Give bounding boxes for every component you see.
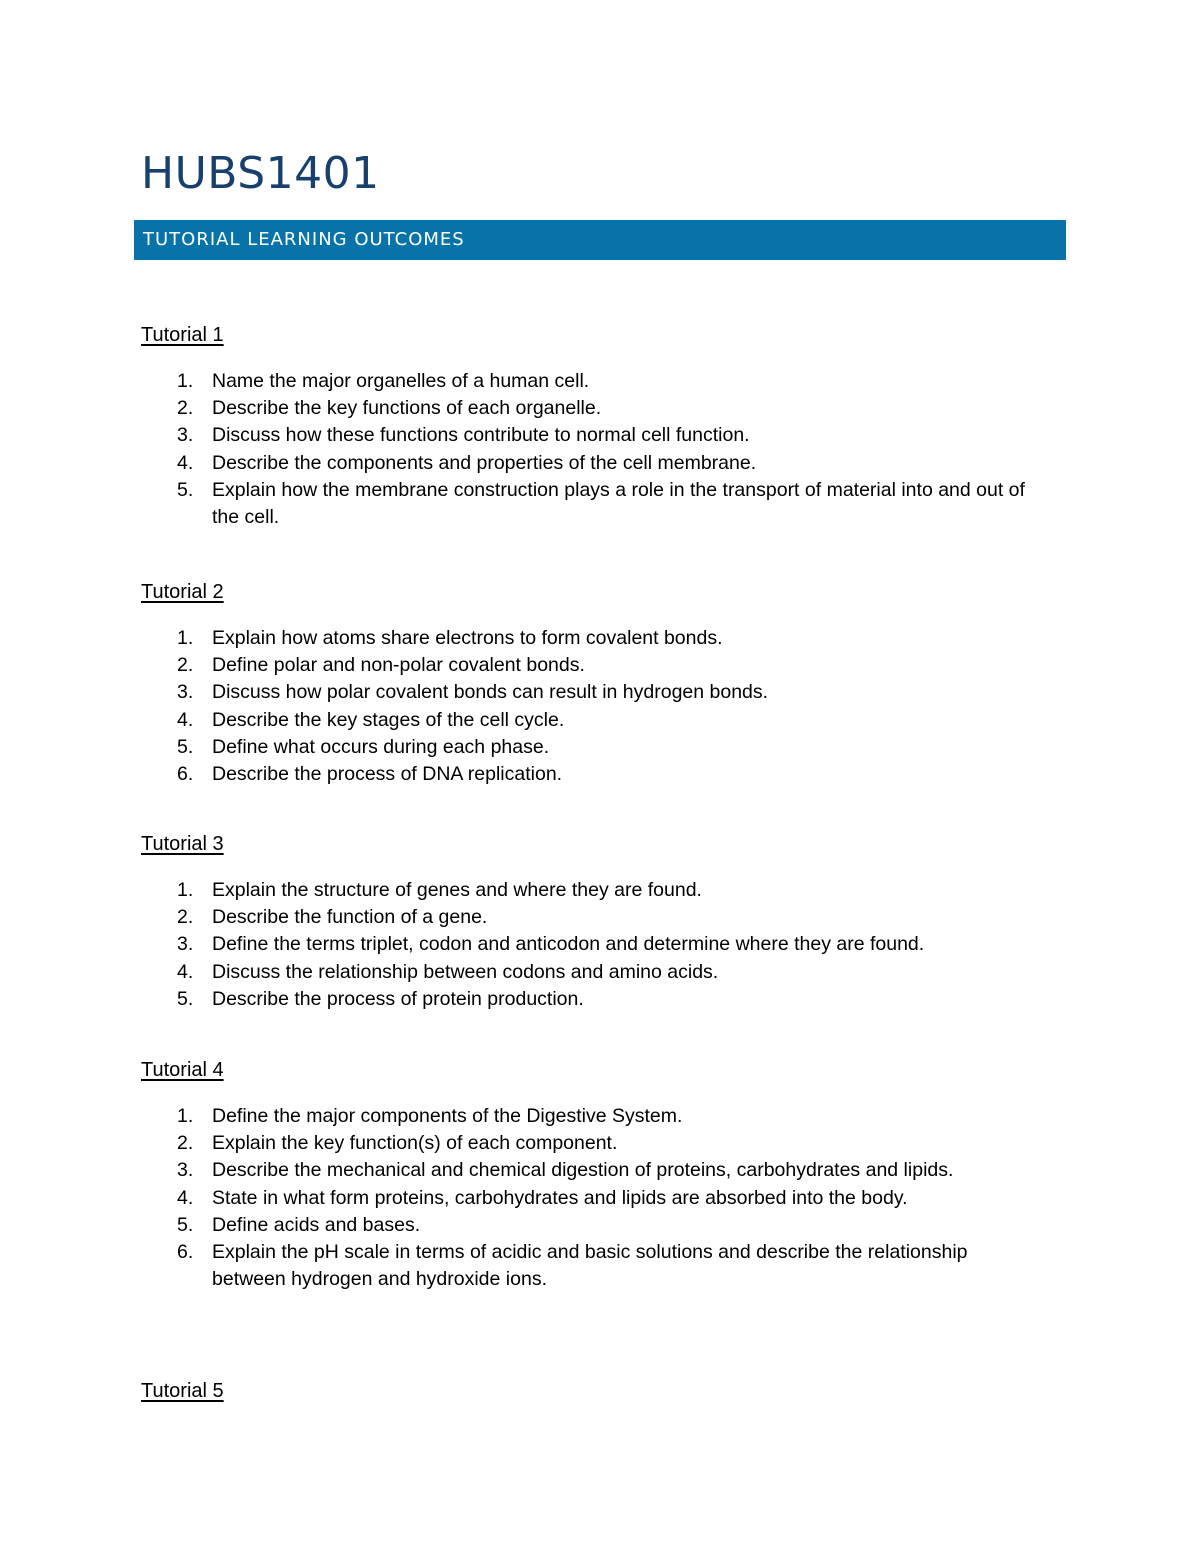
list-item	[141, 395, 1042, 422]
list-item	[141, 422, 1042, 449]
list-number: 5.	[177, 1213, 194, 1236]
outcome-text: State in what form proteins, carbohydrates and lipids are absorbed into the body.	[212, 1186, 908, 1209]
outcome-text: Discuss how polar covalent bonds can result in hydrogen bonds.	[212, 681, 769, 704]
list-item	[141, 904, 1042, 931]
list-item	[141, 625, 1042, 652]
document-title: HUBS1401	[141, 148, 380, 199]
outcome-list	[141, 368, 1042, 531]
outcome-text: Define the major components of the Digestive System.	[212, 1105, 683, 1127]
list-number: 3.	[177, 1159, 194, 1182]
outcome-text: Describe the key stages of the cell cycle.	[212, 708, 565, 731]
list-number: 4.	[177, 1186, 194, 1209]
outcome-text: Describe the key functions of each organelle.	[212, 397, 602, 420]
list-item	[141, 1212, 1042, 1239]
tutorial-section-1	[141, 322, 1042, 531]
outcome-text: Define polar and non-polar covalent bonds.	[212, 654, 585, 677]
tutorial-heading: Tutorial 1	[141, 324, 224, 346]
list-item	[141, 477, 1042, 531]
tutorial-heading: Tutorial 5	[141, 1380, 224, 1402]
tutorial-section-2	[141, 579, 1042, 788]
outcome-text: Explain how atoms share electrons to form covalent bonds.	[212, 627, 723, 649]
list-item	[141, 761, 1042, 788]
list-item	[141, 1239, 1042, 1293]
list-item	[141, 734, 1042, 761]
list-item	[141, 1157, 1042, 1184]
outcome-text: Define what occurs during each phase.	[212, 735, 550, 758]
outcome-text: Discuss how these functions contribute to normal cell function.	[212, 424, 750, 447]
list-number: 1.	[177, 879, 194, 901]
outcome-list	[141, 877, 1042, 1013]
list-item	[141, 450, 1042, 477]
list-item	[141, 986, 1042, 1013]
list-number: 4.	[177, 708, 194, 731]
tutorial-section-3	[141, 831, 1042, 1013]
outcome-text: Explain the structure of genes and where they are found.	[212, 879, 702, 901]
list-number: 1.	[177, 370, 194, 392]
tutorial-heading: Tutorial 3	[141, 833, 224, 855]
tutorial-heading: Tutorial 2	[141, 581, 224, 603]
section-banner	[134, 220, 1066, 260]
outcome-text: Describe the process of protein production.	[212, 987, 584, 1010]
outcome-list	[141, 1103, 1042, 1293]
outcome-text: Define the terms triplet, codon and anticodon and determine where they are found.	[212, 933, 925, 956]
list-number: 5.	[177, 987, 194, 1010]
list-number: 2.	[177, 397, 194, 420]
outcome-text: Explain how the membrane construction plays a role in the transport of material into and out of the cell.	[212, 478, 1025, 529]
list-item	[141, 368, 1042, 395]
outcome-text: Name the major organelles of a human cell.	[212, 370, 590, 392]
list-number: 3.	[177, 681, 194, 704]
list-number: 6.	[177, 1241, 194, 1264]
list-item	[141, 679, 1042, 706]
list-number: 6.	[177, 763, 194, 786]
list-item	[141, 652, 1042, 679]
list-number: 1.	[177, 1105, 194, 1127]
tutorial-section-5	[141, 1378, 224, 1424]
list-item	[141, 1185, 1042, 1212]
list-item	[141, 1130, 1042, 1157]
tutorial-heading: Tutorial 4	[141, 1059, 224, 1081]
outcome-text: Define acids and bases.	[212, 1213, 421, 1236]
banner-label: TUTORIAL LEARNING OUTCOMES	[143, 229, 465, 250]
list-item	[141, 931, 1042, 958]
tutorial-section-4	[141, 1057, 1042, 1293]
outcome-text: Describe the mechanical and chemical digestion of proteins, carbohydrates and lipids.	[212, 1159, 954, 1182]
list-number: 2.	[177, 906, 194, 929]
outcome-list	[141, 625, 1042, 788]
list-number: 3.	[177, 424, 194, 447]
list-number: 4.	[177, 960, 194, 983]
list-number: 4.	[177, 451, 194, 474]
list-number: 5.	[177, 478, 194, 501]
list-item	[141, 959, 1042, 986]
list-item	[141, 707, 1042, 734]
outcome-text: Discuss the relationship between codons and amino acids.	[212, 960, 719, 983]
list-number: 2.	[177, 1132, 194, 1155]
outcome-text: Describe the function of a gene.	[212, 906, 488, 929]
list-item	[141, 877, 1042, 904]
list-number: 1.	[177, 627, 194, 649]
outcome-text: Describe the components and properties of the cell membrane.	[212, 451, 757, 474]
list-number: 5.	[177, 735, 194, 758]
list-number: 3.	[177, 933, 194, 956]
outcome-text: Describe the process of DNA replication.	[212, 763, 563, 786]
list-item	[141, 1103, 1042, 1130]
list-number: 2.	[177, 654, 194, 677]
outcome-text: Explain the key function(s) of each component.	[212, 1132, 618, 1155]
outcome-text: Explain the pH scale in terms of acidic and basic solutions and describe the relationship between hydrogen and hydroxide ions.	[212, 1241, 968, 1291]
